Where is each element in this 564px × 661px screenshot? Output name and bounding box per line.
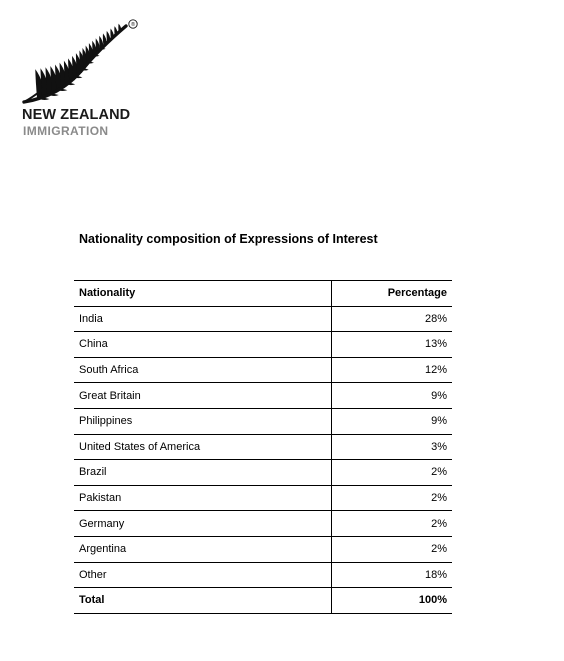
total-label: Total <box>74 588 332 614</box>
nationality-cell: Brazil <box>74 460 332 486</box>
table-row <box>74 434 452 460</box>
table-row <box>74 357 452 383</box>
nationality-cell: South Africa <box>74 357 332 383</box>
header-percentage: Percentage <box>332 281 453 307</box>
total-value: 100% <box>332 588 453 614</box>
table-row <box>74 485 452 511</box>
percentage-cell: 28% <box>332 306 453 332</box>
percentage-cell: 2% <box>332 460 453 486</box>
nationality-cell: Germany <box>74 511 332 537</box>
nationality-cell: India <box>74 306 332 332</box>
percentage-cell: 9% <box>332 408 453 434</box>
table-row <box>74 536 452 562</box>
silver-fern-icon <box>22 18 142 106</box>
percentage-cell: 13% <box>332 332 453 358</box>
percentage-cell: 12% <box>332 357 453 383</box>
nationality-cell: Argentina <box>74 536 332 562</box>
percentage-cell: 2% <box>332 485 453 511</box>
table-row <box>74 306 452 332</box>
table-row <box>74 460 452 486</box>
table-row <box>74 383 452 409</box>
nz-immigration-logo <box>22 18 142 142</box>
table-header-row <box>74 281 452 307</box>
percentage-cell: 9% <box>332 383 453 409</box>
table-row <box>74 562 452 588</box>
percentage-cell: 18% <box>332 562 453 588</box>
table-row <box>74 332 452 358</box>
nationality-cell: Pakistan <box>74 485 332 511</box>
percentage-cell: 2% <box>332 536 453 562</box>
table-row <box>74 408 452 434</box>
registered-mark: ® <box>130 22 136 29</box>
nationality-cell: United States of America <box>74 434 332 460</box>
nationality-cell: Other <box>74 562 332 588</box>
total-row <box>74 588 452 614</box>
percentage-cell: 2% <box>332 511 453 537</box>
nationality-table <box>74 280 452 614</box>
table-row <box>74 511 452 537</box>
nationality-cell: Great Britain <box>74 383 332 409</box>
nationality-cell: China <box>74 332 332 358</box>
header-nationality: Nationality <box>74 281 332 307</box>
percentage-cell: 3% <box>332 434 453 460</box>
table-heading: Nationality composition of Expressions of Interest <box>79 232 378 246</box>
nationality-cell: Philippines <box>74 408 332 434</box>
logo-text-new-zealand: NEW ZEALAND <box>22 107 131 123</box>
logo-text-immigration: IMMIGRATION <box>23 124 109 138</box>
